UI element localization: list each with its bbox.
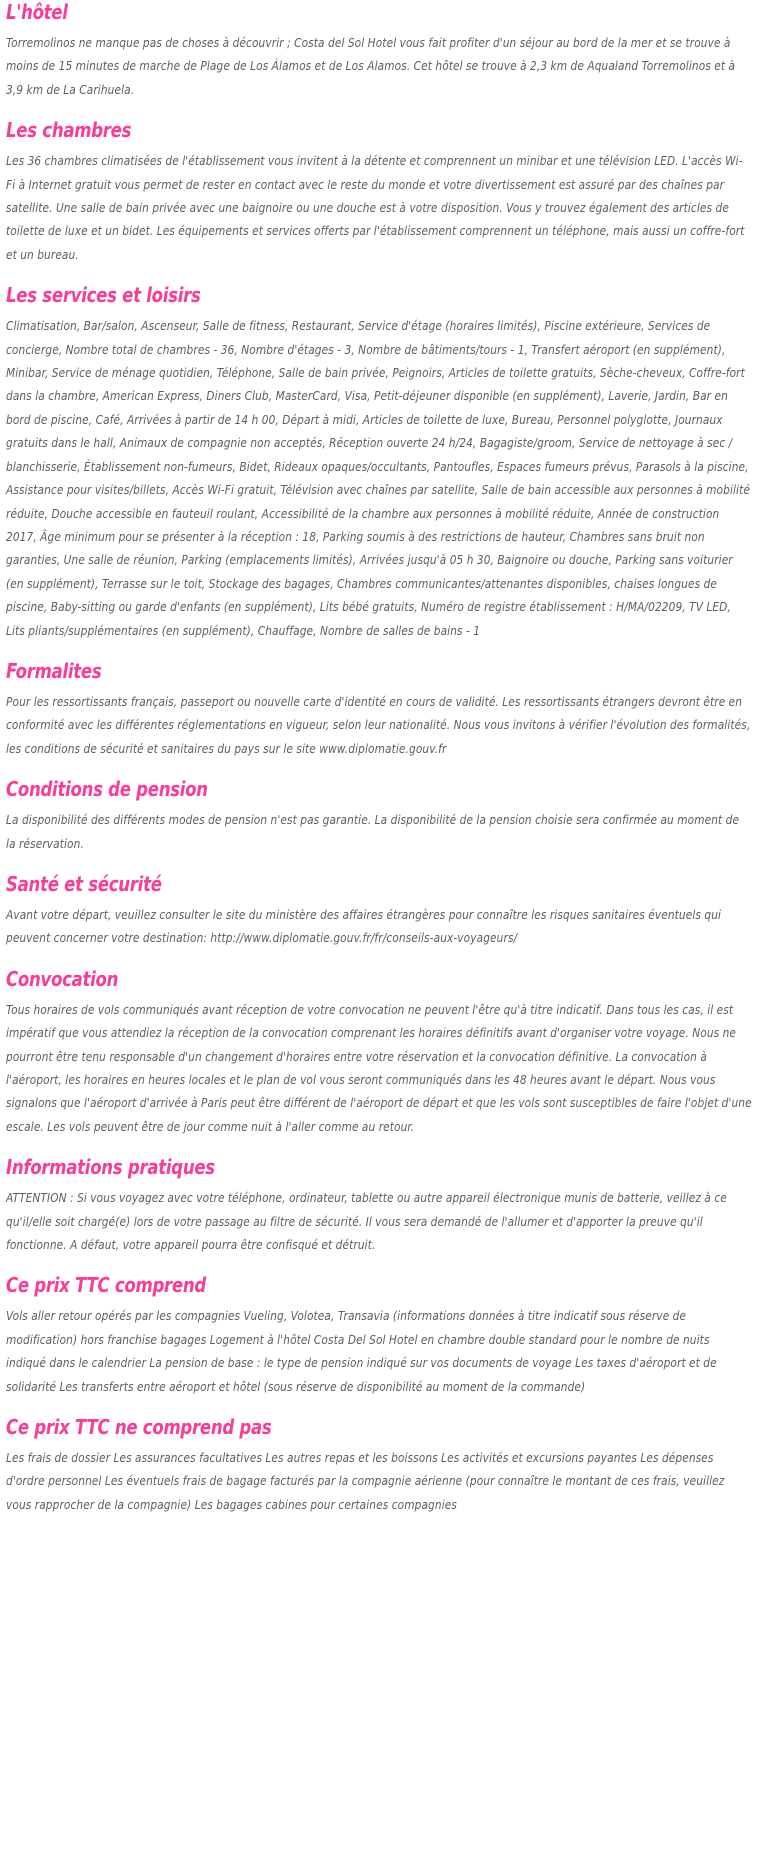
section-conditions-pension bbox=[6, 779, 752, 856]
section-formalites bbox=[6, 658, 752, 761]
section-prix-comprend bbox=[6, 1275, 752, 1399]
section-heading-prix-comprend: Ce prix TTC comprend bbox=[6, 1273, 206, 1298]
section-heading-convocation: Convocation bbox=[6, 966, 119, 991]
section-informations-pratiques bbox=[6, 1157, 752, 1257]
section-body-informations-pratiques: ATTENTION : Si vous voyagez avec votre téléphone, ordinateur, tablette ou autre appareil électronique munis de batterie, veillez à ce qu'il/elle soit chargé(e) lors de votre passage au filtre de sécurité. Il vous sera demandé de l'allumer et d'apporter la preuve qu'il fonctionne. A défaut, votre appareil pourra être confisqué et détruit. bbox=[6, 1191, 727, 1253]
section-heading-chambres: Les chambres bbox=[6, 118, 132, 143]
section-body-services-loisirs: Climatisation, Bar/salon, Ascenseur, Salle de fitness, Restaurant, Service d'étage (horaires limités), Piscine extérieure, Services de concierge, Nombre total de chambres - 36, Nombre d'étages - 3, Nombre de bâtiments/tours - 1, Transfert aéroport (en supplément), Minibar, Service de ménage quotidien, Téléphone, Salle de bain privée, Peignoirs, Articles de toilette gratuits, Sèche-cheveux, Coffre-fort dans la chambre, American Express, Diners Club, MasterCard, Visa, Petit-déjeuner disponible (en supplément), Laverie, Jardin, Bar en bord de piscine, Café, Arrivées à partir de 14 h 00, Départ à midi, Articles de toilette de luxe, Bureau, Personnel polyglotte, Journaux gratuits dans le hall, Animaux de compagnie non acceptés, Réception ouverte 24 h/24, Bagagiste/groom, Service de nettoyage à sec / blanchisserie, Établissement non-fumeurs, Bidet, Rideaux opaques/occultants, Pantoufles, Espaces fumeurs prévus, Parasols à la piscine, Assistance pour visites/billets, Accès Wi-Fi gratuit, Télévision avec chaînes par satellite, Salle de bain accessible aux personnes à mobilité réduite, Douche accessible en fauteuil roulant, Accessibilité de la chambre aux personnes à mobilité réduite, Année de construction 2017, Âge minimum pour se présenter à la réception : 18, Parking soumis à des restrictions de hauteur, Chambres sans bruit non garanties, Une salle de réunion, Parking (emplacements limités), Arrivées jusqu'à 05 h 30, Baignoire ou douche, Parking sans voiturier (en supplément), Terrasse sur le toit, Stockage des bagages, Chambres communicantes/attenantes disponibles, chaises longues de piscine, Baby-sitting ou garde d'enfants (en supplément), Lits bébé gratuits, Numéro de registre établissement : H/MA/02209, TV LED, Lits pliants/supplémentaires (en supplément), Chauffage, Nombre de salles de bains - 1 bbox=[6, 319, 751, 638]
section-prix-ne-comprend-pas bbox=[6, 1417, 752, 1517]
section-heading-hotel: L'hôtel bbox=[6, 0, 68, 24]
section-body-prix-ne-comprend-pas: Les frais de dossier Les assurances facultatives Les autres repas et les boissons Les activités et excursions payantes Les dépenses d'ordre personnel Les éventuels frais de bagage facturés par la compagnie aérienne (pour connaître le montant de ces frais, veuillez vous rapprocher de la compagnie) Les bagages cabines pour certaines compagnies bbox=[6, 1451, 725, 1512]
section-heading-sante-securite: Santé et sécurité bbox=[6, 871, 162, 896]
section-heading-conditions-pension: Conditions de pension bbox=[6, 777, 208, 802]
section-body-formalites: Pour les ressortissants français, passeport ou nouvelle carte d'identité en cours de validité. Les ressortissants étrangers devront être en conformité avec les différentes réglementations en vigueur, selon leur nationalité. Nous vous invitons à vérifier l'évolution des formalités, les conditions de sécurité et sanitaires du pays sur le site www.diplomatie.gouv.fr bbox=[6, 694, 751, 756]
section-chambres bbox=[6, 120, 752, 267]
section-services-loisirs bbox=[6, 285, 752, 643]
section-body-hotel: Torremolinos ne manque pas de choses à découvrir ; Costa del Sol Hotel vous fait profiter d'un séjour au bord de la mer et se trouve à moins de 15 minutes de marche de Plage de Los Álamos et de Los Alamos. Cet hôtel se trouve à 2,3 km de Aqualand Torremolinos et à 3,9 km de La Carihuela. bbox=[6, 36, 736, 97]
section-body-chambres: Les 36 chambres climatisées de l'établissement vous invitent à la détente et comprennent un minibar et une télévision LED. L'accès Wi-Fi à Internet gratuit vous permet de rester en contact avec le reste du monde et votre divertissement est assuré par des chaînes par satellite. Une salle de bain privée avec une baignoire ou une douche est à votre disposition. Vous y trouvez également des articles de toilette de luxe et un bidet. Les équipements et services offerts par l'établissement comprennent un téléphone, mais aussi un coffre-fort et un bureau. bbox=[6, 154, 745, 262]
document-page bbox=[0, 2, 758, 1523]
section-heading-formalites: Formalites bbox=[6, 658, 102, 683]
section-convocation bbox=[6, 966, 752, 1139]
section-body-sante-securite: Avant votre départ, veuillez consulter le site du ministère des affaires étrangères pour connaître les risques sanitaires éventuels qui peuvent concerner votre destination: http://www.diplomatie.gouv.fr/fr/conseils-aux-voyageurs/ bbox=[6, 907, 722, 946]
section-sante-securite bbox=[6, 871, 752, 951]
section-body-convocation: Tous horaires de vols communiqués avant réception de votre convocation ne peuvent l'être qu'à titre indicatif. Dans tous les cas, il est impératif que vous attendiez la réception de la convocation comprenant les horaires définitifs avant d'organiser votre voyage. Nous ne pourront être tenu responsable d'un changement d'horaires entre votre réservation et la convocation définitive. La convocation à l'aéroport, les horaires en heures locales et le plan de vol vous seront communiqués dans les 48 heures avant le départ. Nous vous signalons que l'aéroport d'arrivée à Paris peut être différent de l'aéroport de départ et que les vols sont susceptibles de faire l'objet d'une escale. Les vols peuvent être de jour comme nuit à l'aller comme au retour. bbox=[6, 1002, 752, 1134]
section-hotel bbox=[6, 2, 752, 102]
section-body-conditions-pension: La disponibilité des différents modes de pension n'est pas garantie. La disponibilité de la pension choisie sera confirmée au moment de la réservation. bbox=[6, 813, 740, 851]
section-heading-services-loisirs: Les services et loisirs bbox=[6, 283, 201, 308]
section-heading-prix-ne-comprend-pas: Ce prix TTC ne comprend pas bbox=[6, 1415, 272, 1440]
section-body-prix-comprend: Vols aller retour opérés par les compagnies Vueling, Volotea, Transavia (informations données à titre indicatif sous réserve de modification) hors franchise bagages Logement à l'hôtel Costa Del Sol Hotel en chambre double standard pour le nombre de nuits indiqué dans le calendrier La pension de base : le type de pension indiqué sur vos documents de voyage Les taxes d'aéroport et de solidarité Les transferts entre aéroport et hôtel (sous réserve de disponibilité au moment de la commande) bbox=[6, 1309, 717, 1394]
section-heading-informations-pratiques: Informations pratiques bbox=[6, 1155, 215, 1180]
